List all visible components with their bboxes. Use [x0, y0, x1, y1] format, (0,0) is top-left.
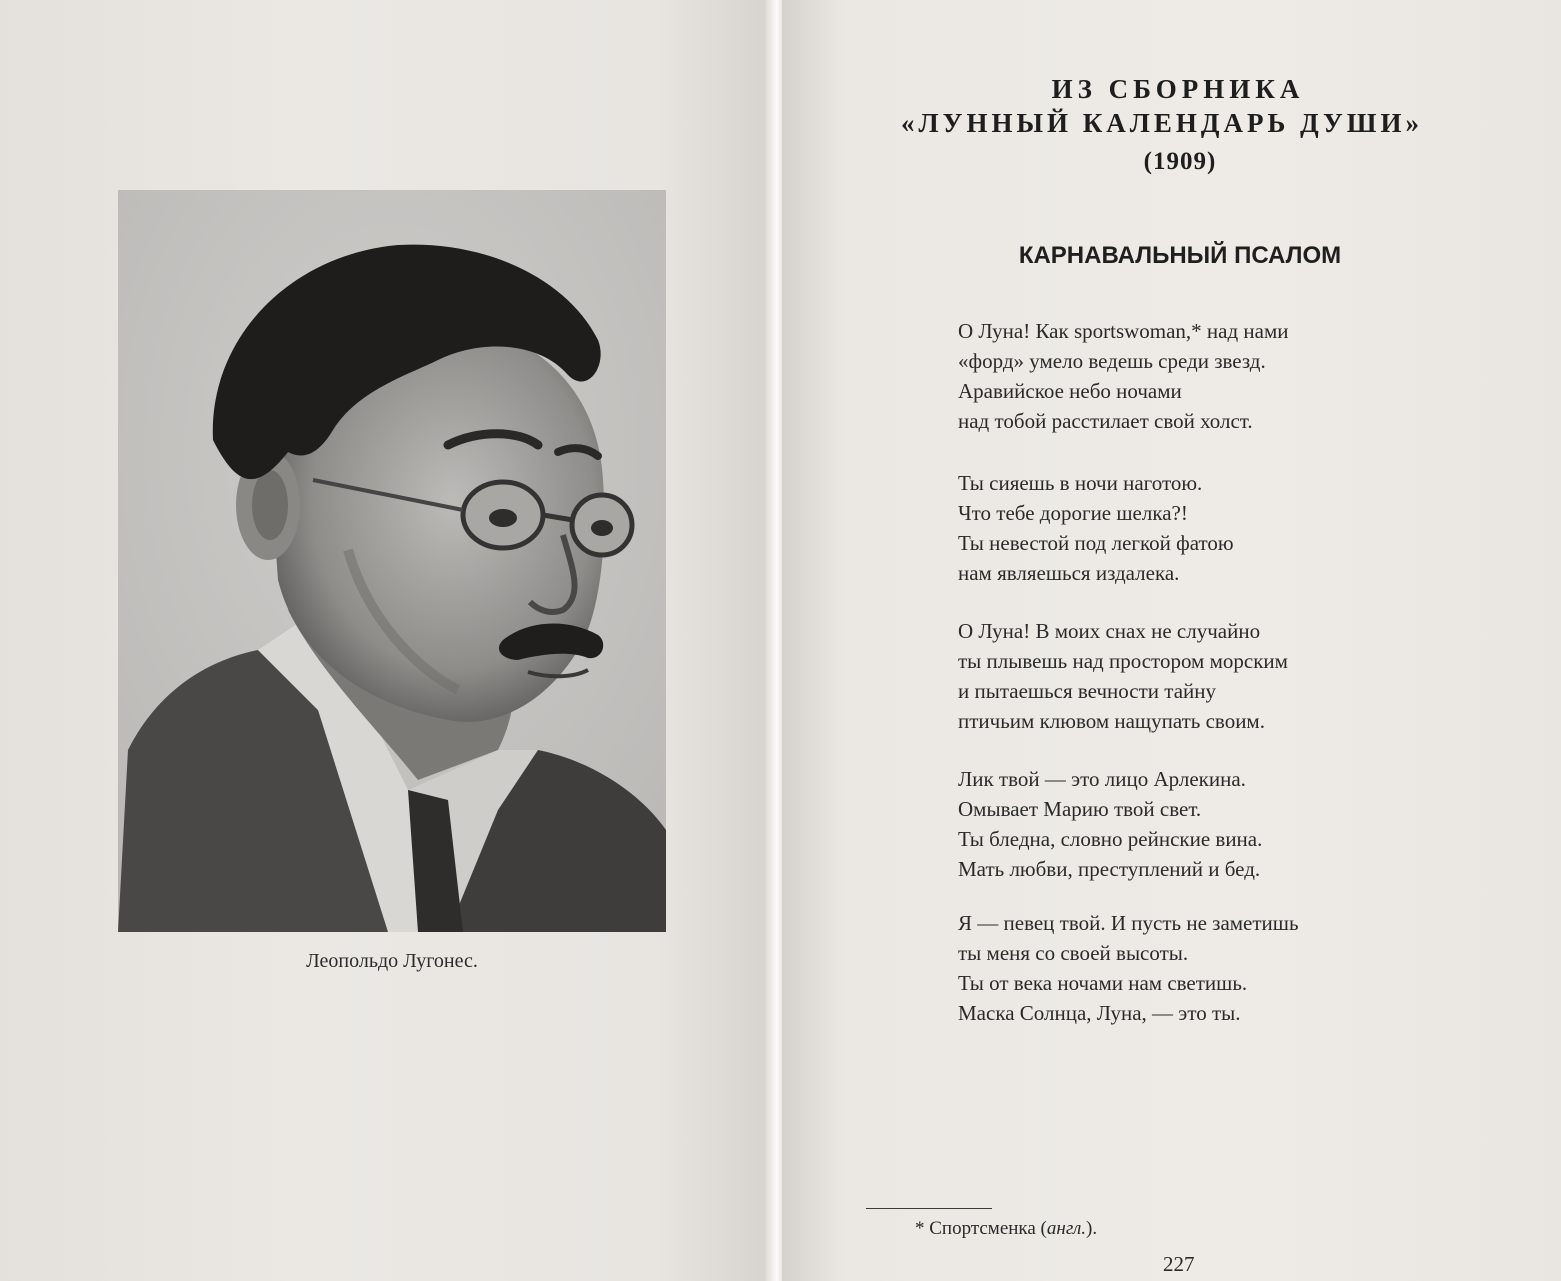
footnote-prefix: * Спортсменка (	[915, 1218, 1047, 1239]
collection-year: (1909)	[1143, 148, 1217, 175]
stanza-4	[958, 764, 1262, 884]
left-page	[0, 0, 772, 1281]
page-number: 227	[1163, 1252, 1195, 1276]
poem-line: над тобой расстилает свой холст.	[958, 409, 1253, 433]
footnote	[915, 1218, 1097, 1240]
portrait-illustration	[118, 190, 666, 932]
footnote-divider	[866, 1208, 992, 1209]
poem-line: ты плывешь над простором морским	[958, 649, 1288, 673]
poem-line: Лик твой — это лицо Арлекина.	[958, 767, 1246, 791]
poem-line: и пытаешься вечности тайну	[958, 679, 1217, 703]
stanza-2	[958, 468, 1234, 588]
poem-line: Омывает Марию твой свет.	[958, 797, 1202, 821]
poem-line: Маска Солнца, Луна, — это ты.	[958, 1001, 1241, 1025]
footnote-suffix: ).	[1086, 1218, 1098, 1239]
poem-line: Аравийское небо ночами	[958, 379, 1182, 403]
poem-line: ты меня со своей высоты.	[958, 941, 1189, 965]
poem-line: Ты невестой под легкой фатою	[958, 531, 1234, 555]
poem-line: Ты от века ночами нам светишь.	[958, 971, 1248, 995]
poem-line: «форд» умело ведешь среди звезд.	[958, 349, 1266, 373]
stanza-1	[958, 316, 1289, 436]
poem-title: КАРНАВАЛЬНЫЙ ПСАЛОМ	[1018, 242, 1342, 269]
photo-caption: Леопольдо Лугонес.	[306, 950, 478, 972]
poem-line: нам являешься издалека.	[958, 561, 1180, 585]
poem-line: О Луна! Как sportswoman,* над нами	[958, 319, 1289, 343]
collection-heading: ИЗ СБОРНИКА	[1051, 74, 1305, 104]
poem-line: О Луна! В моих снах не случайно	[958, 619, 1261, 643]
stanza-5	[958, 908, 1299, 1028]
portrait-photo	[118, 190, 666, 932]
poem-line: птичьим клювом нащупать своим.	[958, 709, 1265, 733]
poem-line: Ты сияешь в ночи наготою.	[958, 471, 1203, 495]
stanza-3	[958, 616, 1288, 736]
footnote-language: англ.	[1046, 1218, 1087, 1239]
poem-line: Что тебе дорогие шелка?!	[958, 501, 1188, 525]
poem-line: Мать любви, преступлений и бед.	[958, 857, 1261, 881]
collection-title: «ЛУННЫЙ КАЛЕНДАРЬ ДУШИ»	[901, 108, 1423, 138]
poem-line: Ты бледна, словно рейнские вина.	[958, 827, 1263, 851]
poem-line: Я — певец твой. И пусть не заметишь	[958, 911, 1299, 935]
